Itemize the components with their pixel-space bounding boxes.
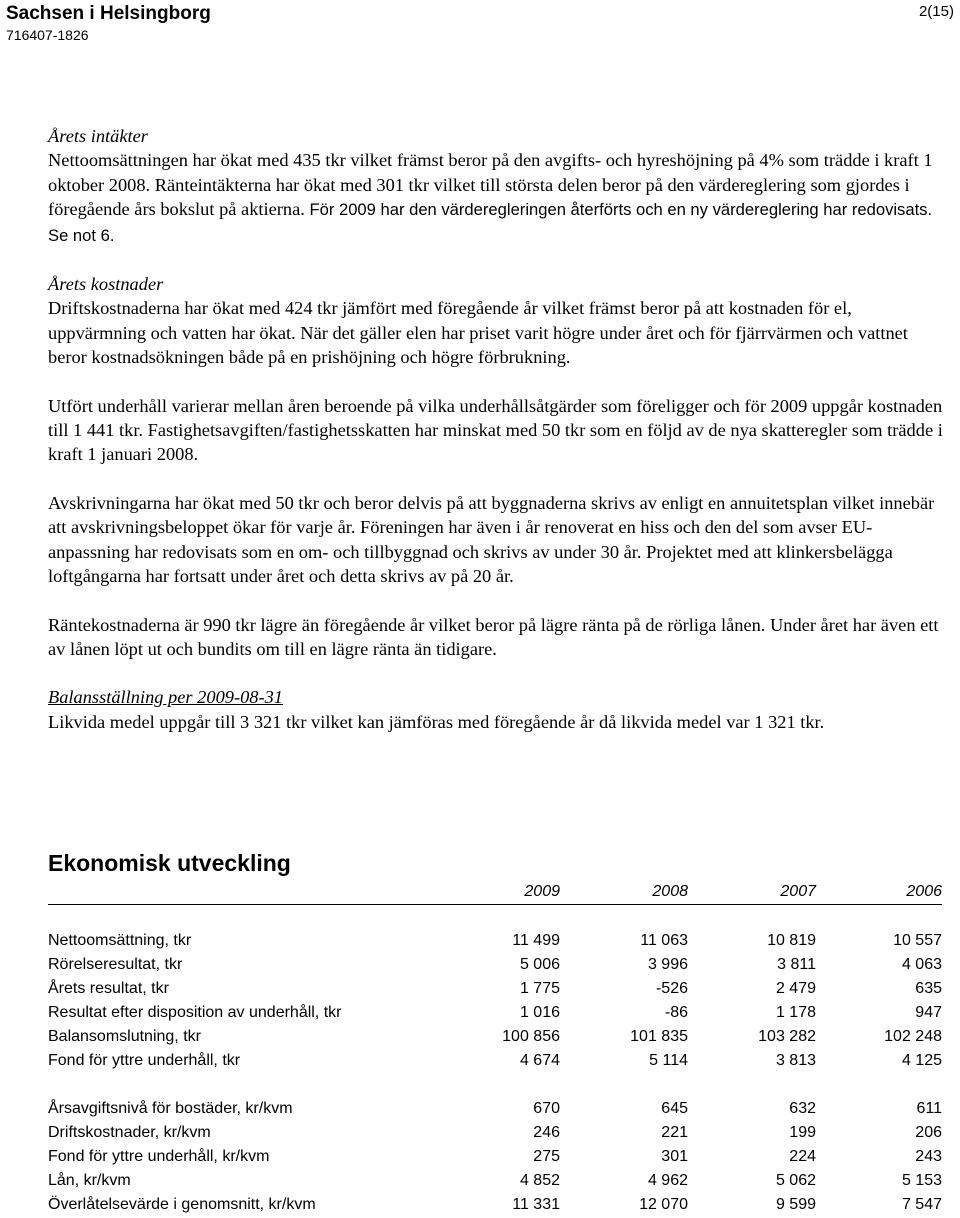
section-heading-balans: Balansställning per 2009-08-31	[48, 687, 283, 708]
table-row	[48, 929, 942, 953]
table-row	[48, 1145, 942, 1169]
table-row	[48, 1193, 942, 1217]
row-value: 4 852	[519, 1172, 560, 1189]
row-value: 246	[533, 1124, 560, 1141]
row-value: 635	[915, 980, 942, 997]
row-value: 3 996	[647, 956, 688, 973]
page-number: 2(15)	[918, 3, 954, 20]
row-value: 101 835	[630, 1028, 688, 1045]
row-value: 301	[661, 1148, 688, 1165]
row-value: 102 248	[884, 1028, 942, 1045]
table-row	[48, 1097, 942, 1121]
row-value: 221	[661, 1124, 688, 1141]
row-value: 1 016	[519, 1004, 560, 1021]
row-value: 10 557	[893, 932, 942, 949]
table-header-row	[48, 880, 942, 904]
row-label: Årsavgiftsnivå för bostäder, kr/kvm	[48, 1100, 293, 1117]
table-group-per-kvm	[48, 1097, 942, 1217]
row-value: 611	[916, 1100, 942, 1117]
row-value: 103 282	[758, 1028, 816, 1045]
section-heading-kostnader: Årets kostnader	[48, 274, 164, 295]
paragraph-intakter	[48, 148, 948, 248]
row-label: Lån, kr/kvm	[48, 1172, 131, 1189]
row-value: 5 114	[649, 1052, 688, 1069]
row-value: 10 819	[767, 932, 816, 949]
row-value: 5 006	[519, 956, 560, 973]
row-value: 5 062	[775, 1172, 816, 1189]
row-value: 670	[533, 1100, 560, 1117]
table-row	[48, 1001, 942, 1025]
row-label: Årets resultat, tkr	[48, 980, 169, 997]
row-value: 4 674	[519, 1052, 560, 1069]
year-header: 2007	[780, 883, 816, 900]
report-body	[48, 124, 948, 734]
row-label: Fond för yttre underhåll, tkr	[48, 1052, 241, 1069]
row-value: 645	[661, 1100, 688, 1117]
year-header: 2006	[906, 883, 942, 900]
paragraph-kostnader-1: Driftskostnaderna har ökat med 424 tkr jämfört med föregående år vilket främst beror på att kostnaden för el, uppvärmning och vatten har ökat. När det gäller elen har priset varit högre under året och för fjärrvärmen och vattnet beror kostnadsökningen både på en prishöjning och högre förbrukning.	[48, 298, 908, 368]
row-value: 100 856	[502, 1028, 560, 1045]
paragraph-intakter-note: För 2009 har den värderegleringen återförts och en ny värdereglering har redovisats. Se not 6.	[48, 200, 933, 245]
paragraph-kostnader-2: Utfört underhåll varierar mellan åren beroende på vilka underhållsåtgärder som föreligger och för 2009 uppgår kostnaden till 1 441 tkr. Fastighetsavgiften/fastighetsskatten har minskat med 50 tkr som en följd av de nya skatteregler som trädde i kraft 1 januari 2008.	[48, 395, 943, 465]
row-value: 243	[915, 1148, 942, 1165]
organization-name: Sachsen i Helsingborg	[6, 3, 211, 24]
row-value: 206	[915, 1124, 942, 1141]
row-label: Fond för yttre underhåll, kr/kvm	[48, 1148, 270, 1165]
paragraph-kostnader-4: Räntekostnaderna är 990 tkr lägre än föregående år vilket beror på lägre ränta på de rörliga lånen. Under året har även ett av lånen löpt ut och bundits om till en lägre ränta än tidigare.	[48, 614, 939, 659]
row-value: 632	[789, 1100, 816, 1117]
table-group-totals	[48, 929, 942, 1073]
paragraph-intakter-text: Nettoomsättningen har ökat med 435 tkr vilket främst beror på den avgifts- och hyreshöjning på 4% som trädde i kraft 1 oktober 2008. Ränteintäkterna har ökat med 301 tkr vilket till största delen beror på den värdereglering som gjordes i föregående års bokslut på aktierna.	[48, 150, 933, 220]
row-value: 1 178	[775, 1004, 816, 1021]
row-value: 199	[789, 1124, 816, 1141]
table-row	[48, 1121, 942, 1145]
table-row	[48, 1025, 942, 1049]
row-value: 224	[789, 1148, 816, 1165]
row-value: 2 479	[775, 980, 816, 997]
year-header: 2008	[652, 883, 688, 900]
row-value: 11 331	[512, 1196, 560, 1213]
row-value: 4 962	[647, 1172, 688, 1189]
ekonomisk-utveckling-table	[48, 880, 942, 1217]
ekonomisk-utveckling-title: Ekonomisk utveckling	[48, 850, 291, 876]
row-value: 12 070	[639, 1196, 688, 1213]
row-value: 275	[533, 1148, 560, 1165]
year-header: 2009	[524, 883, 560, 900]
row-value: 3 813	[775, 1052, 816, 1069]
row-value: 5 153	[901, 1172, 942, 1189]
row-value: 1 775	[519, 980, 560, 997]
row-value: 7 547	[901, 1196, 942, 1213]
paragraph-kostnader-3: Avskrivningarna har ökat med 50 tkr och beror delvis på att byggnaderna skrivs av enligt en annuitetsplan vilket innebär att avskrivningsbeloppet ökar för varje år. Föreningen har även i år renoverat en hiss och den del som avser EU-anpassning har redovisats som en om- och tillbyggnad och skrivs av under 30 år. Projektet med att klinkersbelägga loftgångarna har fortsatt under året och detta skrivs av på 20 år.	[48, 492, 935, 587]
row-value: 11 499	[512, 932, 560, 949]
row-value: 3 811	[777, 956, 816, 973]
row-label: Balansomslutning, tkr	[48, 1028, 201, 1045]
row-value: 11 063	[640, 932, 688, 949]
table-row	[48, 1169, 942, 1193]
organization-number: 716407-1826	[6, 27, 89, 43]
row-label: Resultat efter disposition av underhåll, tkr	[48, 1004, 342, 1021]
row-label: Överlåtelsevärde i genomsnitt, kr/kvm	[48, 1196, 316, 1213]
row-value: -526	[655, 980, 688, 997]
row-label: Rörelseresultat, tkr	[48, 956, 183, 973]
row-label: Driftskostnader, kr/kvm	[48, 1124, 211, 1141]
paragraph-balans: Likvida medel uppgår till 3 321 tkr vilket kan jämföras med föregående år då likvida medel var 1 321 tkr.	[48, 711, 825, 732]
table-row	[48, 953, 942, 977]
row-value: 4 125	[901, 1052, 942, 1069]
row-value: 947	[915, 1004, 942, 1021]
row-value: 9 599	[775, 1196, 816, 1213]
table-row	[48, 1049, 942, 1073]
table-row	[48, 977, 942, 1001]
row-label: Nettoomsättning, tkr	[48, 932, 192, 949]
section-heading-intakter: Årets intäkter	[48, 126, 148, 146]
row-value: -86	[664, 1004, 688, 1021]
row-value: 4 063	[901, 956, 942, 973]
